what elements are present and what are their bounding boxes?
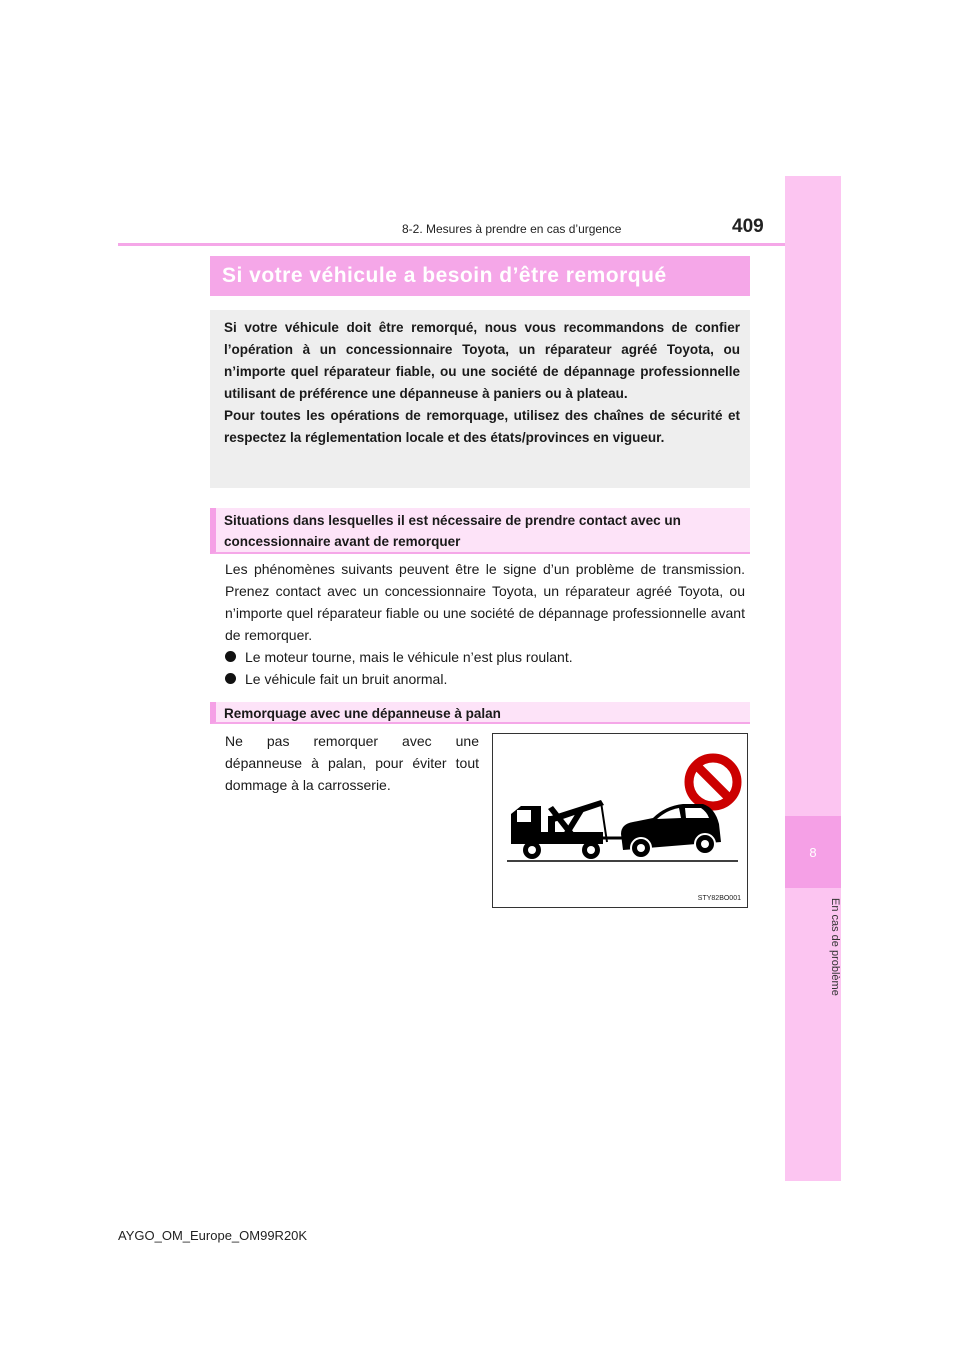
- bullet-icon: [225, 651, 236, 662]
- intro-paragraph-2: Pour toutes les opérations de remorquage, utilisez des chaînes de sécurité et respectez la réglementation locale et des états/provinces en vigueur.: [224, 408, 740, 445]
- header-divider: [118, 243, 785, 246]
- towing-illustration: [492, 733, 748, 908]
- section-hoist-towing-text: Ne pas remorquer avec une dépanneuse à palan, pour éviter tout dommage à la carrosserie.: [225, 733, 479, 793]
- list-item: Le véhicule fait un bruit anormal.: [225, 668, 745, 690]
- prohibited-icon: [689, 758, 737, 806]
- chapter-number: 8: [785, 816, 841, 888]
- car-icon: [621, 804, 721, 858]
- list-item: Le moteur tourne, mais le véhicule n’est plus roulant.: [225, 646, 745, 668]
- section-dealer-contact-text: Les phénomènes suivants peuvent être le signe d’un problème de transmission. Prenez contact avec un concessionnaire Toyota, un réparateur agréé Toyota, ou n’importe quel réparateur fiable ou une société de dépannage professionnelle avant de remorquer.: [225, 561, 745, 643]
- document-id: AYGO_OM_Europe_OM99R20K: [118, 1228, 308, 1243]
- intro-paragraph-1: Si votre véhicule doit être remorqué, nous vous recommandons de confier l’opération à un concessionnaire Toyota, un réparateur agréé Toyota, ou n’importe quel réparateur fiable, ou une société de dépannage professionnelle utilisant de préférence une dépanneuse à paniers ou à plateau.: [224, 320, 740, 401]
- section-heading-hoist-towing: Remorquage avec une dépanneuse à palan: [210, 702, 750, 724]
- section-dealer-contact-body: [225, 558, 745, 690]
- chapter-title: En cas de problème: [829, 898, 841, 996]
- tow-scene-svg: [493, 734, 747, 907]
- symptom-list: [225, 646, 745, 690]
- page-number: 409: [732, 216, 764, 237]
- header-section-title: 8-2. Mesures à prendre en cas d’urgence: [402, 222, 622, 236]
- bullet-icon: [225, 673, 236, 684]
- intro-box: [210, 310, 750, 488]
- figure-code: STY82BO001: [697, 895, 741, 902]
- chapter-side-tab: [785, 176, 841, 1181]
- page-title: Si votre véhicule a besoin d’être remorqué: [210, 256, 750, 296]
- tow-truck-icon: [511, 800, 625, 859]
- section-heading-dealer-contact: Situations dans lesquelles il est nécessaire de prendre contact avec un concessionnaire avant de remorquer: [210, 508, 750, 554]
